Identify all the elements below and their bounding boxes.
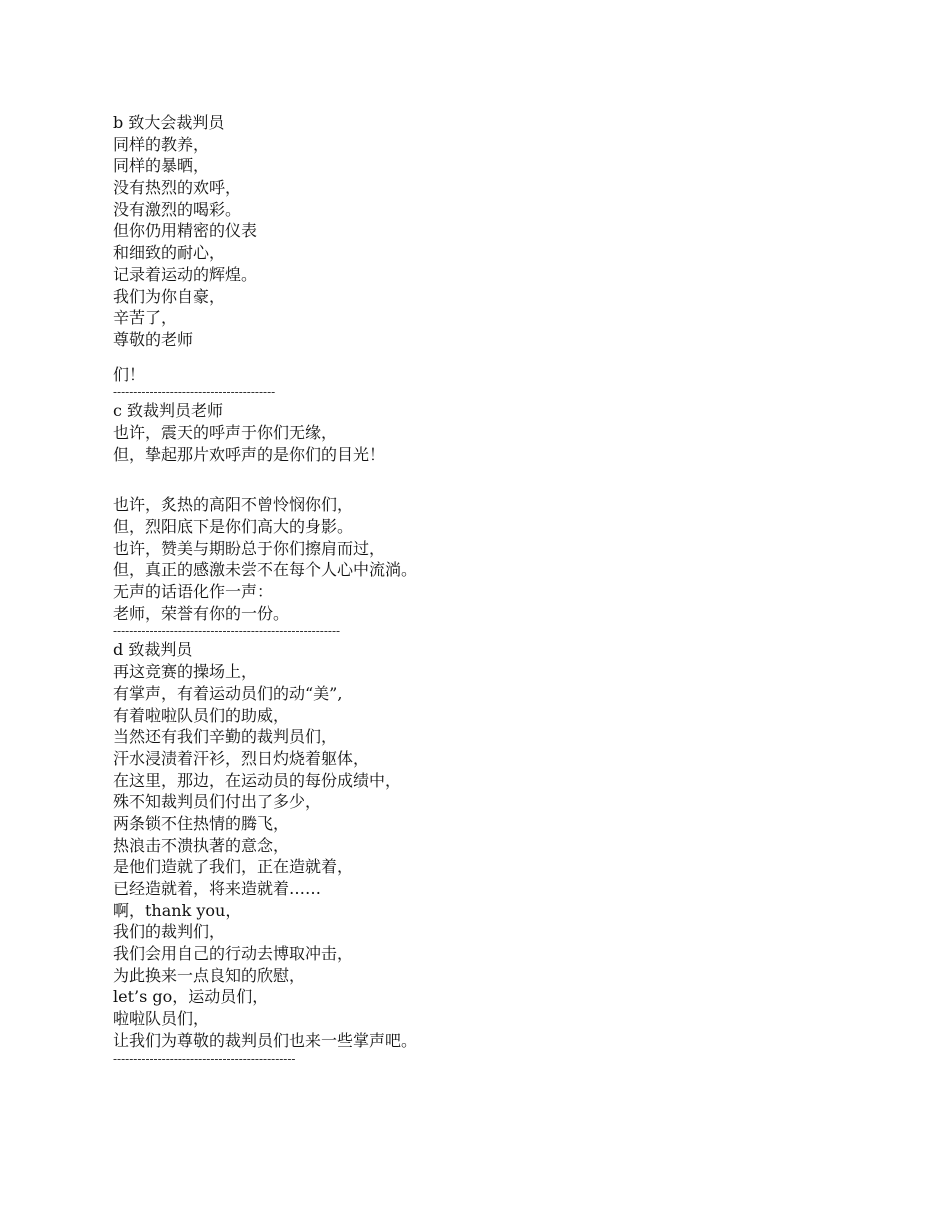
poem-line: 但你仍用精密的仪表 — [113, 221, 258, 241]
section-separator: --------------------------------------------- — [113, 1051, 296, 1066]
poem-line: 我们会用自己的行动去博取冲击， — [113, 944, 354, 964]
poem-line-tail: 们！ — [113, 364, 146, 384]
poem-line: 无声的话语化作一声： — [113, 582, 274, 602]
section-separator: -------------------------------------------------------- — [113, 624, 341, 639]
section-c-title: c 致裁判员老师 — [113, 401, 224, 421]
section-separator: ---------------------------------------- — [113, 385, 276, 400]
poem-line: 在这里，那边，在运动员的每份成绩中， — [113, 770, 402, 790]
poem-line: 让我们为尊敬的裁判员们也来一些掌声吧。 — [113, 1030, 418, 1050]
section-b-title: b 致大会裁判员 — [113, 113, 225, 132]
poem-line: 也许，赞美与期盼总于你们擦肩而过， — [113, 538, 386, 558]
section-d-title: d 致裁判员 — [113, 640, 193, 660]
spacer — [113, 351, 913, 364]
poem-line: 啦啦队员们， — [113, 1009, 210, 1029]
poem-line: 有着啦啦队员们的助威， — [113, 705, 290, 725]
poem-line: 为此换来一点良知的欣慰， — [113, 965, 306, 985]
poem-line: 也许，炙热的高阳不曾怜悯你们， — [113, 495, 354, 515]
poem-line: 也许，震天的呼声于你们无缘， — [113, 422, 338, 442]
poem-line: 但，挚起那片欢呼声的是你们的目光！ — [113, 444, 386, 464]
poem-line: 两条锁不住热情的腾飞， — [113, 813, 290, 833]
poem-line: 啊，thank you， — [113, 900, 242, 920]
poem-line: 老师，荣誉有你的一份。 — [113, 603, 290, 623]
poem-line: 有掌声，有着运动员们的动“美”, — [113, 683, 343, 703]
poem-line: 没有热烈的欢呼， — [113, 178, 242, 198]
poem-line: 汗水浸渍着汗衫，烈日灼烧着躯体， — [113, 748, 370, 768]
poem-line: 没有激烈的喝彩。 — [113, 199, 242, 219]
poem-line: let’s go，运动员们， — [113, 987, 269, 1007]
poem-line: 我们的裁判们， — [113, 922, 226, 942]
poem-line: 已经造就着，将来造就着…… — [113, 879, 322, 898]
spacer — [113, 465, 913, 494]
poem-line: 尊敬的老师 — [113, 329, 194, 349]
poem-line: 同样的暴晒， — [113, 156, 210, 176]
poem-line: 殊不知裁判员们付出了多少， — [113, 792, 322, 812]
poem-line: 热浪击不溃执著的意念， — [113, 835, 290, 855]
document-body — [113, 112, 913, 1067]
poem-line: 但，真正的感激未尝不在每个人心中流淌。 — [113, 560, 418, 580]
poem-line: 辛苦了， — [113, 308, 178, 328]
section-d — [113, 639, 913, 1066]
poem-line: 记录着运动的辉煌。 — [113, 264, 258, 284]
poem-line: 再这竞赛的操场上， — [113, 662, 258, 682]
poem-line: 但，烈阳底下是你们高大的身影。 — [113, 517, 354, 536]
poem-line: 同样的教养， — [113, 134, 210, 154]
section-c — [113, 400, 913, 639]
poem-line: 我们为你自豪， — [113, 286, 226, 306]
poem-line: 当然还有我们辛勤的裁判员们， — [113, 727, 338, 747]
poem-line: 和细致的耐心， — [113, 243, 226, 263]
section-b — [113, 112, 913, 400]
poem-line: 是他们造就了我们，正在造就着， — [113, 857, 354, 877]
